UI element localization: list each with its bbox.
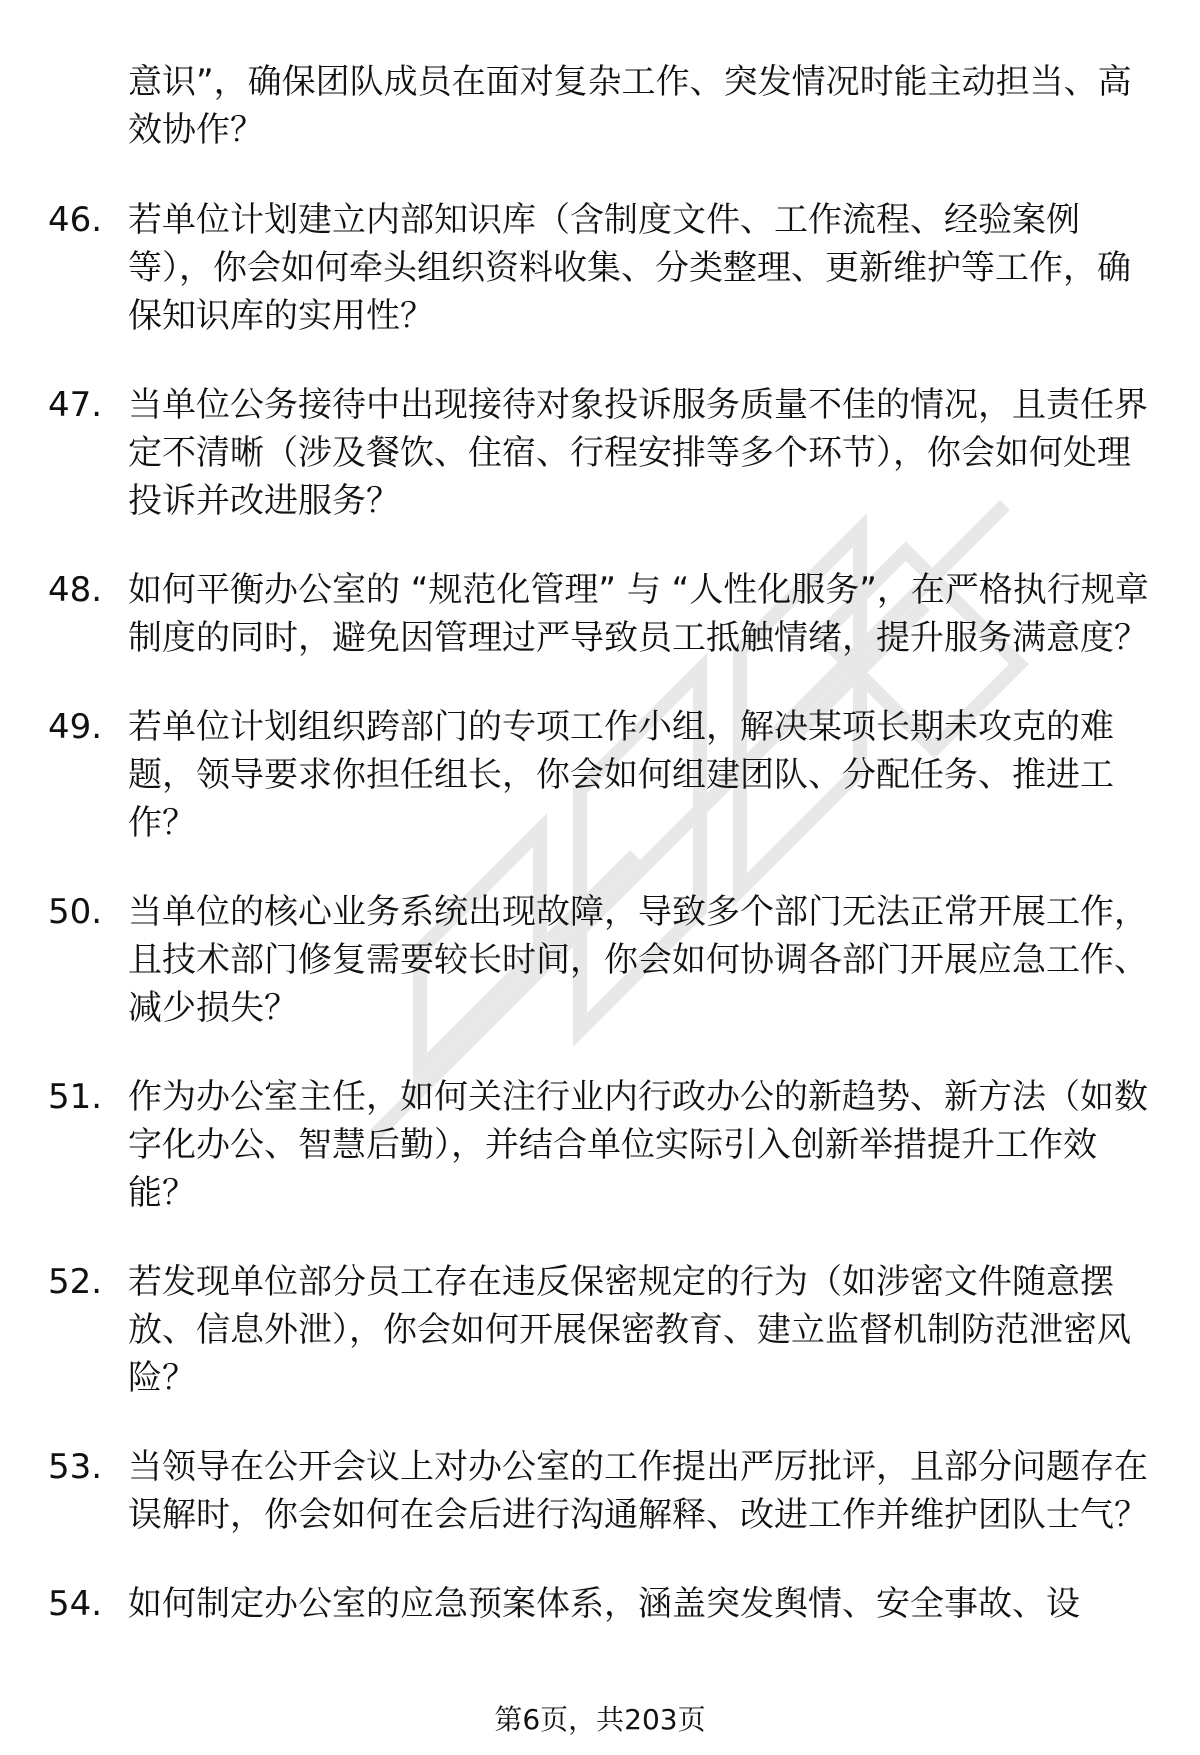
question-number: 47. [48, 385, 103, 425]
question-number: 50. [48, 892, 103, 932]
question-item [48, 1443, 1158, 1539]
question-text: 作为办公室主任，如何关注行业内行政办公的新趋势、新方法（如数字化办公、智慧后勤），并结合单位实际引入创新举措提升工作效能？ [128, 1077, 1148, 1213]
question-number: 54. [48, 1584, 103, 1624]
question-number: 51. [48, 1077, 103, 1117]
question-item [48, 703, 1158, 847]
question-text: 若单位计划建立内部知识库（含制度文件、工作流程、经验案例等），你会如何牵头组织资料收集、分类整理、更新维护等工作，确保知识库的实用性？ [128, 200, 1131, 336]
document-body [48, 58, 1158, 1669]
continued-paragraph: 意识”，确保团队成员在面对复杂工作、突发情况时能主动担当、高效协作？ [128, 62, 1132, 150]
question-text: 若单位计划组织跨部门的专项工作小组，解决某项长期未攻克的难题，领导要求你担任组长，你会如何组建团队、分配任务、推进工作？ [128, 707, 1114, 843]
question-text: 如何制定办公室的应急预案体系，涵盖突发舆情、安全事故、设 [128, 1584, 1080, 1624]
question-text: 如何平衡办公室的 “规范化管理” 与 “人性化服务”，在严格执行规章制度的同时，避免因管理过严导致员工抵触情绪，提升服务满意度？ [128, 570, 1149, 658]
question-number: 49. [48, 707, 103, 747]
page-footer: 第6页，共203页 [494, 1703, 706, 1736]
question-text: 当领导在公开会议上对办公室的工作提出严厉批评，且部分问题存在误解时，你会如何在会后进行沟通解释、改进工作并维护团队士气？ [128, 1447, 1148, 1535]
question-item [48, 196, 1158, 340]
question-number: 46. [48, 200, 103, 240]
question-text: 当单位的核心业务系统出现故障，导致多个部门无法正常开展工作，且技术部门修复需要较长时间，你会如何协调各部门开展应急工作、减少损失？ [128, 892, 1148, 1028]
question-text: 当单位公务接待中出现接待对象投诉服务质量不佳的情况，且责任界定不清晰（涉及餐饮、住宿、行程安排等多个环节），你会如何处理投诉并改进服务？ [128, 385, 1148, 521]
question-item [48, 1073, 1158, 1217]
question-text: 若发现单位部分员工存在违反保密规定的行为（如涉密文件随意摆放、信息外泄），你会如何开展保密教育、建立监督机制防范泄密风险？ [128, 1262, 1131, 1398]
question-number: 48. [48, 570, 103, 610]
question-item [48, 1580, 1158, 1628]
question-number: 52. [48, 1262, 103, 1302]
question-item [48, 888, 1158, 1032]
question-item [48, 381, 1158, 525]
question-item [48, 566, 1158, 662]
question-item [48, 1258, 1158, 1402]
question-number: 53. [48, 1447, 103, 1487]
